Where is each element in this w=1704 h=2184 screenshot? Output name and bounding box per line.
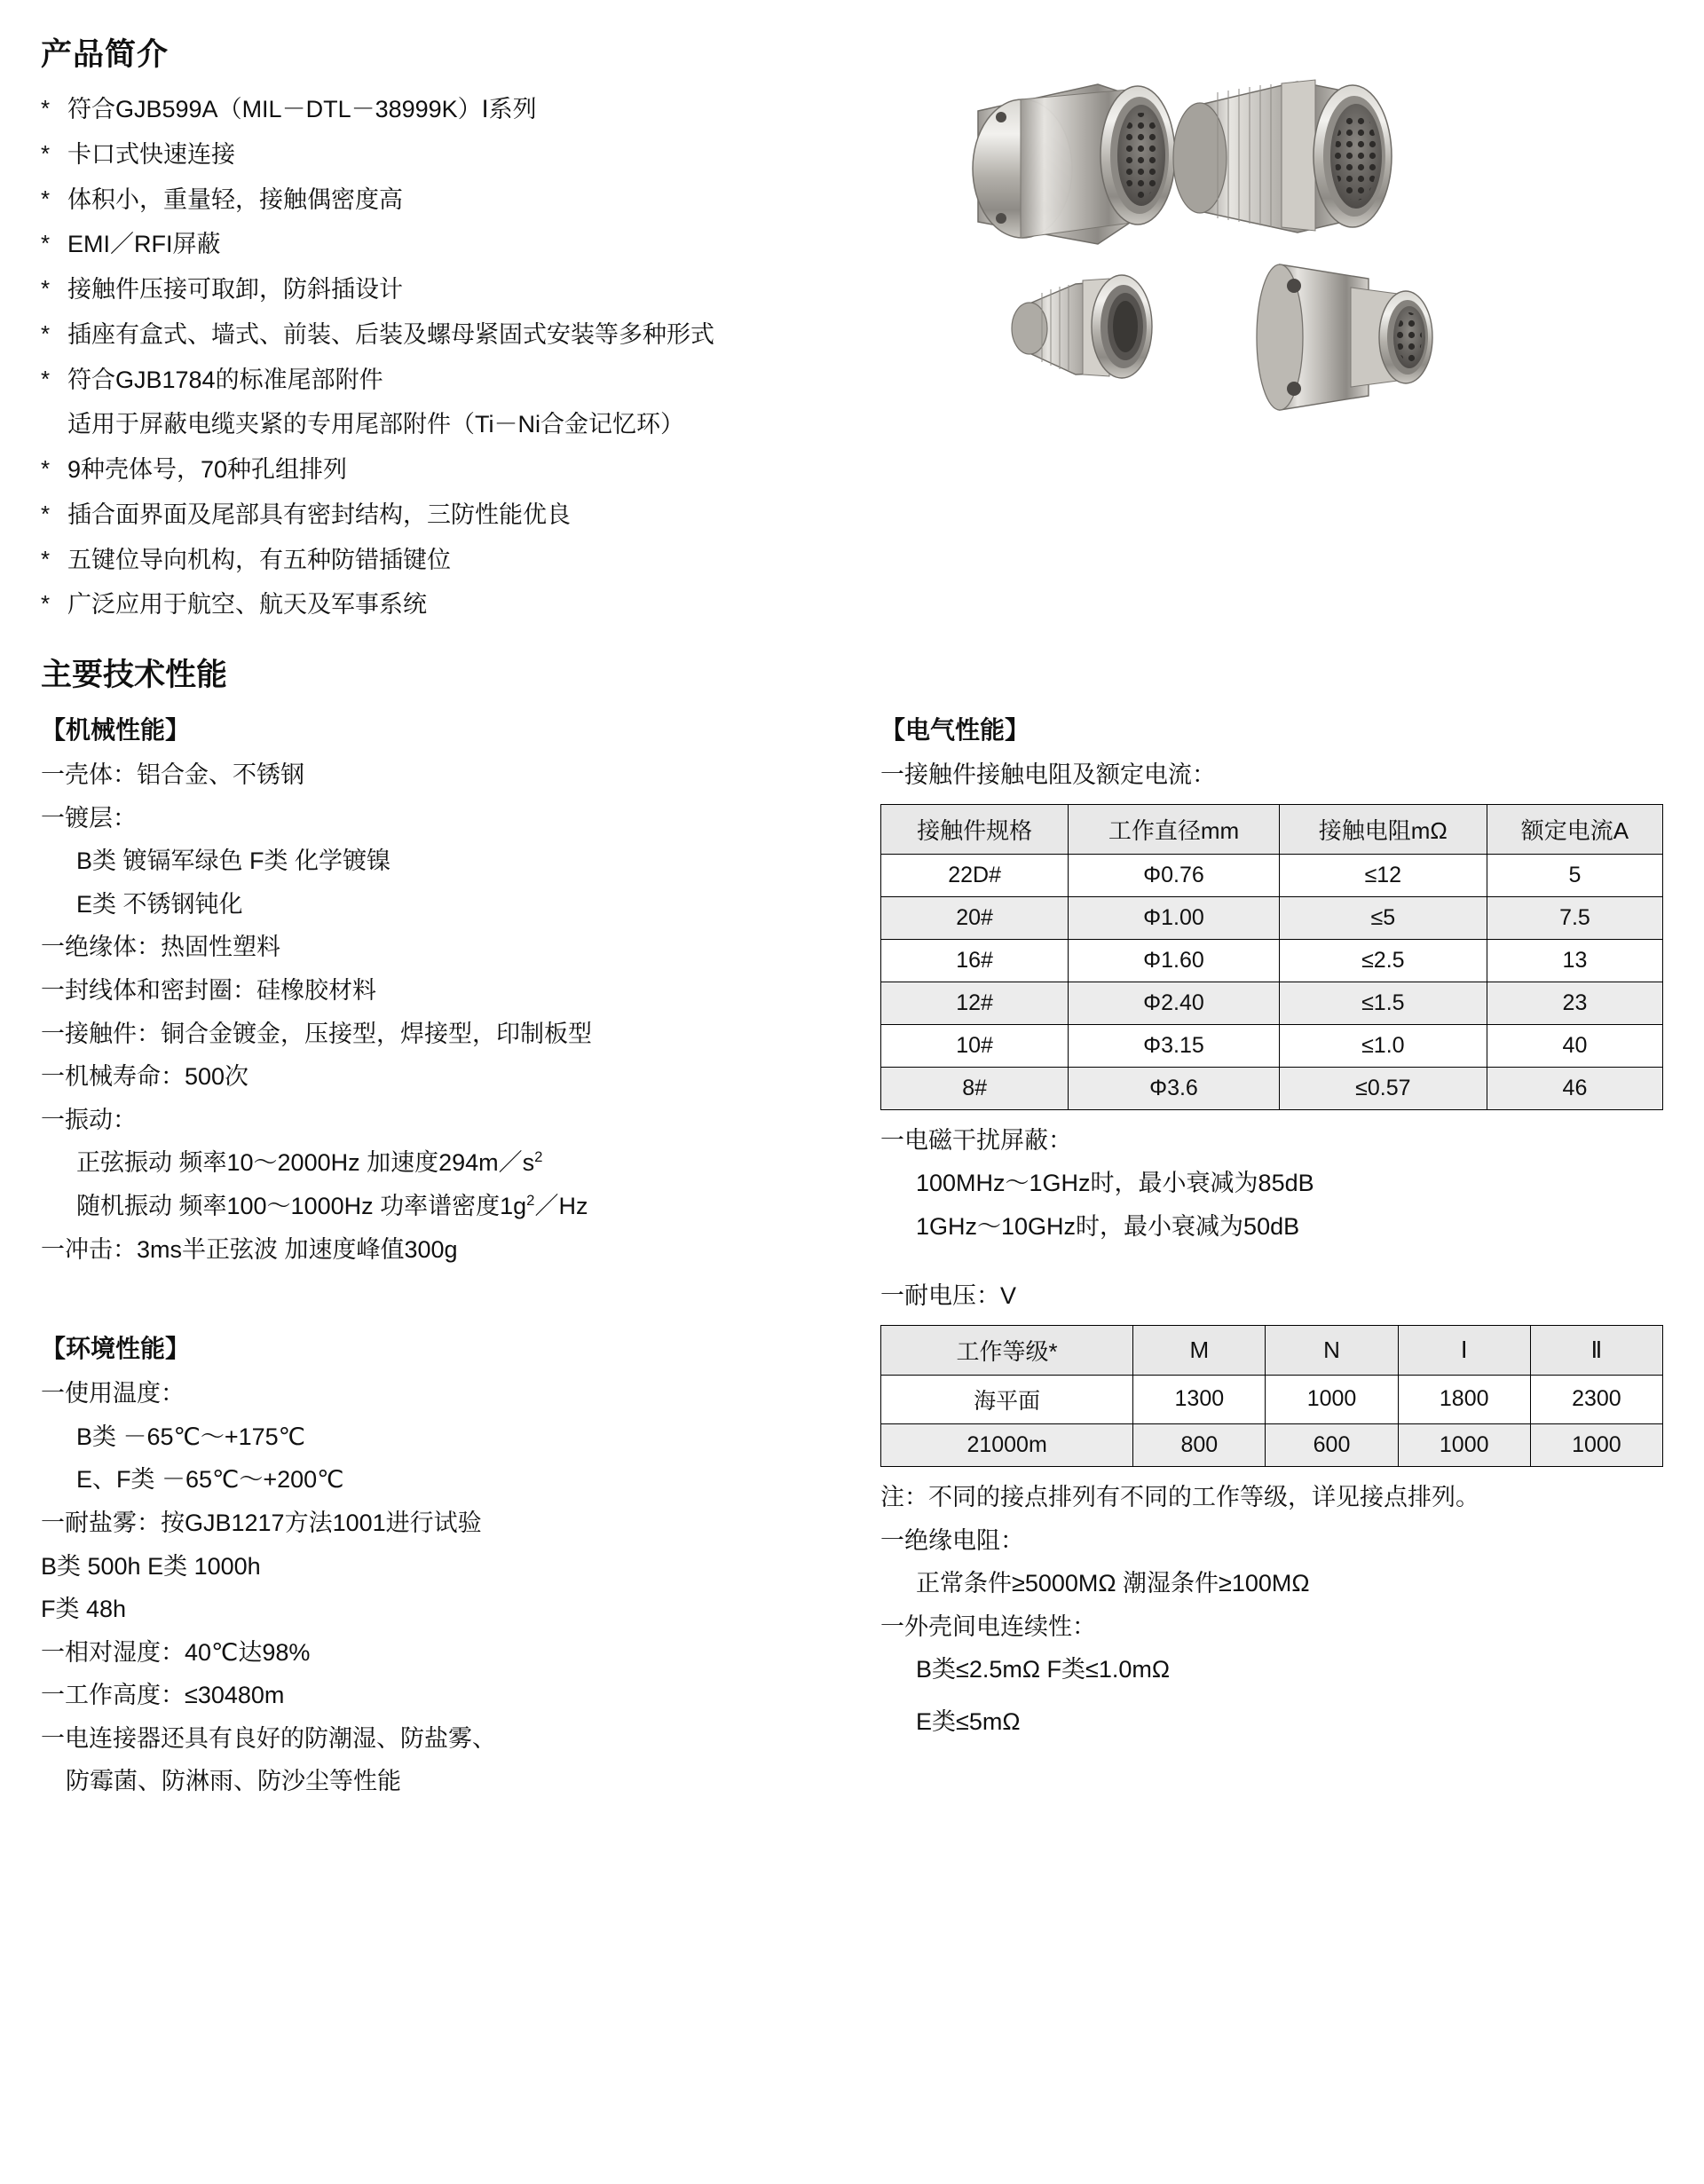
- bullet-star-icon: *: [41, 319, 51, 347]
- shell-continuity-line: B类≤2.5mΩ F类≤1.0mΩ: [916, 1656, 1171, 1683]
- emi-heading: 一电磁干扰屏蔽：: [880, 1126, 1072, 1154]
- cell: 7.5: [1487, 896, 1662, 939]
- cell: 12#: [881, 982, 1069, 1024]
- environment-line: 一使用温度：: [41, 1380, 185, 1407]
- page-title: 产品简介: [41, 37, 170, 72]
- cell: ≤0.57: [1279, 1067, 1487, 1109]
- cell: ≤1.5: [1279, 982, 1487, 1024]
- bullet-star-icon: *: [41, 500, 51, 527]
- bullet-star-icon: *: [41, 275, 51, 302]
- cell: 1000: [1266, 1375, 1398, 1423]
- mechanical-line: 一封线体和密封圈：硅橡胶材料: [41, 976, 376, 1004]
- cell: Φ1.60: [1069, 939, 1280, 982]
- environment-line: 一电连接器还具有良好的防潮湿、防盐雾、: [41, 1724, 496, 1752]
- table-row: [881, 1423, 1663, 1466]
- cell: 22D#: [881, 854, 1069, 896]
- list-item: * 符合GJB1784的标准尾部附件: [41, 358, 982, 403]
- table-row: [881, 982, 1663, 1024]
- list-item: * 插合面界面及尾部具有密封结构，三防性能优良: [41, 493, 982, 538]
- vibration-sine-text: 正弦振动 频率10～2000Hz 加速度294m／s: [76, 1149, 535, 1177]
- shock-line: 一冲击：3ms半正弦波 加速度峰值300g: [41, 1235, 458, 1263]
- list-item: * 9种壳体号，70种孔组排列: [41, 447, 982, 493]
- column-header: 工作直径mm: [1069, 804, 1280, 854]
- bullet-star-icon: *: [41, 545, 51, 572]
- column-header: Ⅰ: [1398, 1325, 1530, 1375]
- mechanical-line: 一接触件：铜合金镀金，压接型，焊接型，印制板型: [41, 1020, 592, 1047]
- column-header: 额定电流A: [1487, 804, 1662, 854]
- environment-line: B类 －65℃～+175℃: [76, 1423, 306, 1450]
- mechanical-line: 一机械寿命：500次: [41, 1063, 249, 1091]
- table-header-row: [881, 804, 1663, 854]
- contact-table-heading: 一接触件接触电阻及额定电流：: [880, 761, 1216, 788]
- mechanical-line: 一镀层：: [41, 804, 137, 832]
- cell: ≤12: [1279, 854, 1487, 896]
- table-row: [881, 939, 1663, 982]
- environment-line: E、F类 －65℃～+200℃: [76, 1466, 344, 1494]
- intro-bullet-list: [41, 87, 982, 402]
- voltage-heading: 一耐电压：V: [880, 1282, 1017, 1310]
- cell: ≤5: [1279, 896, 1487, 939]
- column-left: [41, 711, 840, 1803]
- cell: 46: [1487, 1067, 1662, 1109]
- mechanical-line: 一壳体：铝合金、不锈钢: [41, 761, 304, 788]
- technical-title: 主要技术性能: [41, 658, 228, 692]
- bullet-star-icon: *: [41, 139, 51, 167]
- cell: 2300: [1530, 1375, 1662, 1423]
- cell: Φ3.15: [1069, 1024, 1280, 1067]
- cell: 8#: [881, 1067, 1069, 1109]
- column-header: N: [1266, 1325, 1398, 1375]
- cell: 800: [1133, 1423, 1266, 1466]
- intro-bullet-list-cont: [41, 447, 982, 627]
- column-right: [880, 711, 1663, 1803]
- list-item: * 卡口式快速连接: [41, 132, 982, 177]
- voltage-note: 注：不同的接点排列有不同的工作等级，详见接点排列。: [880, 1483, 1479, 1510]
- cell: ≤1.0: [1279, 1024, 1487, 1067]
- cell: 13: [1487, 939, 1662, 982]
- bullet-star-icon: *: [41, 230, 51, 257]
- table-row: [881, 854, 1663, 896]
- table-header-row: [881, 1325, 1663, 1375]
- cell: 5: [1487, 854, 1662, 896]
- environment-line: 一耐盐雾：按GJB1217方法1001进行试验: [41, 1509, 482, 1536]
- cell: 40: [1487, 1024, 1662, 1067]
- mechanical-heading: 【机械性能】: [41, 716, 191, 744]
- connector-receptacle-flange: [1257, 264, 1432, 410]
- cell: 23: [1487, 982, 1662, 1024]
- cell: 1800: [1398, 1375, 1530, 1423]
- connector-receptacle-square: [973, 84, 1175, 244]
- environment-line: B类 500h E类 1000h: [41, 1552, 261, 1580]
- list-item: * EMI／RFI屏蔽: [41, 222, 982, 267]
- withstanding-voltage-table: [880, 1325, 1663, 1467]
- list-item: * 符合GJB599A（MIL－DTL－38999K）Ⅰ系列: [41, 87, 982, 132]
- cell: 21000m: [881, 1423, 1133, 1466]
- cell: 1000: [1530, 1423, 1662, 1466]
- product-photo-group: [916, 62, 1661, 559]
- vibration-random-line: [41, 1185, 840, 1228]
- column-header: 接触件规格: [881, 804, 1069, 854]
- bullet-star-icon: *: [41, 590, 51, 618]
- emi-line: 1GHz～10GHz时，最小衰减为50dB: [916, 1212, 1300, 1240]
- environment-line: F类 48h: [41, 1596, 127, 1623]
- environment-heading: 【环境性能】: [41, 1335, 191, 1363]
- bullet-star-icon: *: [41, 95, 51, 122]
- cell: Φ0.76: [1069, 854, 1280, 896]
- exponent: 2: [534, 1148, 543, 1166]
- table-row: [881, 896, 1663, 939]
- mechanical-line: B类 镀镉军绿色 F类 化学镀镍: [76, 848, 391, 875]
- cell: 16#: [881, 939, 1069, 982]
- vibration-random-text: 随机振动 频率100～1000Hz 功率谱密度1g: [76, 1192, 527, 1219]
- bullet-star-icon: *: [41, 185, 51, 212]
- contact-resistance-table: [880, 804, 1663, 1110]
- vibration-sine-line: [41, 1141, 840, 1185]
- table-row: [881, 1067, 1663, 1109]
- list-item: * 五键位导向机构，有五种防错插键位: [41, 538, 982, 583]
- emi-line: 100MHz～1GHz时，最小衰减为85dB: [916, 1170, 1314, 1197]
- cell: 1300: [1133, 1375, 1266, 1423]
- shell-continuity-line: E类≤5mΩ: [916, 1707, 1021, 1735]
- shell-continuity-heading: 一外壳间电连续性：: [880, 1612, 1096, 1640]
- cell: 20#: [881, 896, 1069, 939]
- list-item: * 广泛应用于航空、航天及军事系统: [41, 582, 982, 627]
- connector-illustrations: [916, 62, 1661, 559]
- intro-sub-line: 适用于屏蔽电缆夹紧的专用尾部附件（Ti－Ni合金记忆环）: [67, 411, 684, 438]
- environment-line: 一工作高度：≤30480m: [41, 1682, 285, 1709]
- cell: 海平面: [881, 1375, 1133, 1423]
- list-item: * 插座有盒式、墙式、前装、后装及螺母紧固式安装等多种形式: [41, 312, 982, 358]
- mechanical-line: 一绝缘体：热固性塑料: [41, 934, 280, 961]
- column-header: 工作等级*: [881, 1325, 1133, 1375]
- table-row: [881, 1375, 1663, 1423]
- bullet-star-icon: *: [41, 365, 51, 392]
- cell: Φ2.40: [1069, 982, 1280, 1024]
- cell: 1000: [1398, 1423, 1530, 1466]
- cell: 10#: [881, 1024, 1069, 1067]
- cell: ≤2.5: [1279, 939, 1487, 982]
- column-header: 接触电阻mΩ: [1279, 804, 1487, 854]
- mechanical-line: E类 不锈钢钝化: [76, 890, 243, 918]
- column-header: Ⅱ: [1530, 1325, 1662, 1375]
- bullet-star-icon: *: [41, 455, 51, 482]
- vibration-random-suffix: ／Hz: [534, 1192, 588, 1219]
- electrical-heading: 【电气性能】: [880, 716, 1030, 744]
- environment-line: 防霉菌、防淋雨、防沙尘等性能: [66, 1768, 401, 1795]
- table-row: [881, 1024, 1663, 1067]
- cell: 600: [1266, 1423, 1398, 1466]
- list-item: * 接触件压接可取卸，防斜插设计: [41, 267, 982, 312]
- insulation-line: 正常条件≥5000MΩ 潮湿条件≥100MΩ: [916, 1570, 1310, 1597]
- column-header: M: [1133, 1325, 1266, 1375]
- cell: Φ3.6: [1069, 1067, 1280, 1109]
- exponent: 2: [526, 1191, 535, 1209]
- connector-plug-small: [1012, 275, 1152, 378]
- environment-line: 一相对湿度：40℃达98%: [41, 1638, 311, 1666]
- list-item: * 体积小，重量轻，接触偶密度高: [41, 177, 982, 223]
- technical-section: [41, 650, 1663, 1803]
- connector-plug-knurled: [1173, 80, 1392, 233]
- mechanical-line: 一振动：: [41, 1106, 137, 1133]
- cell: Φ1.00: [1069, 896, 1280, 939]
- insulation-heading: 一绝缘电阻：: [880, 1526, 1024, 1554]
